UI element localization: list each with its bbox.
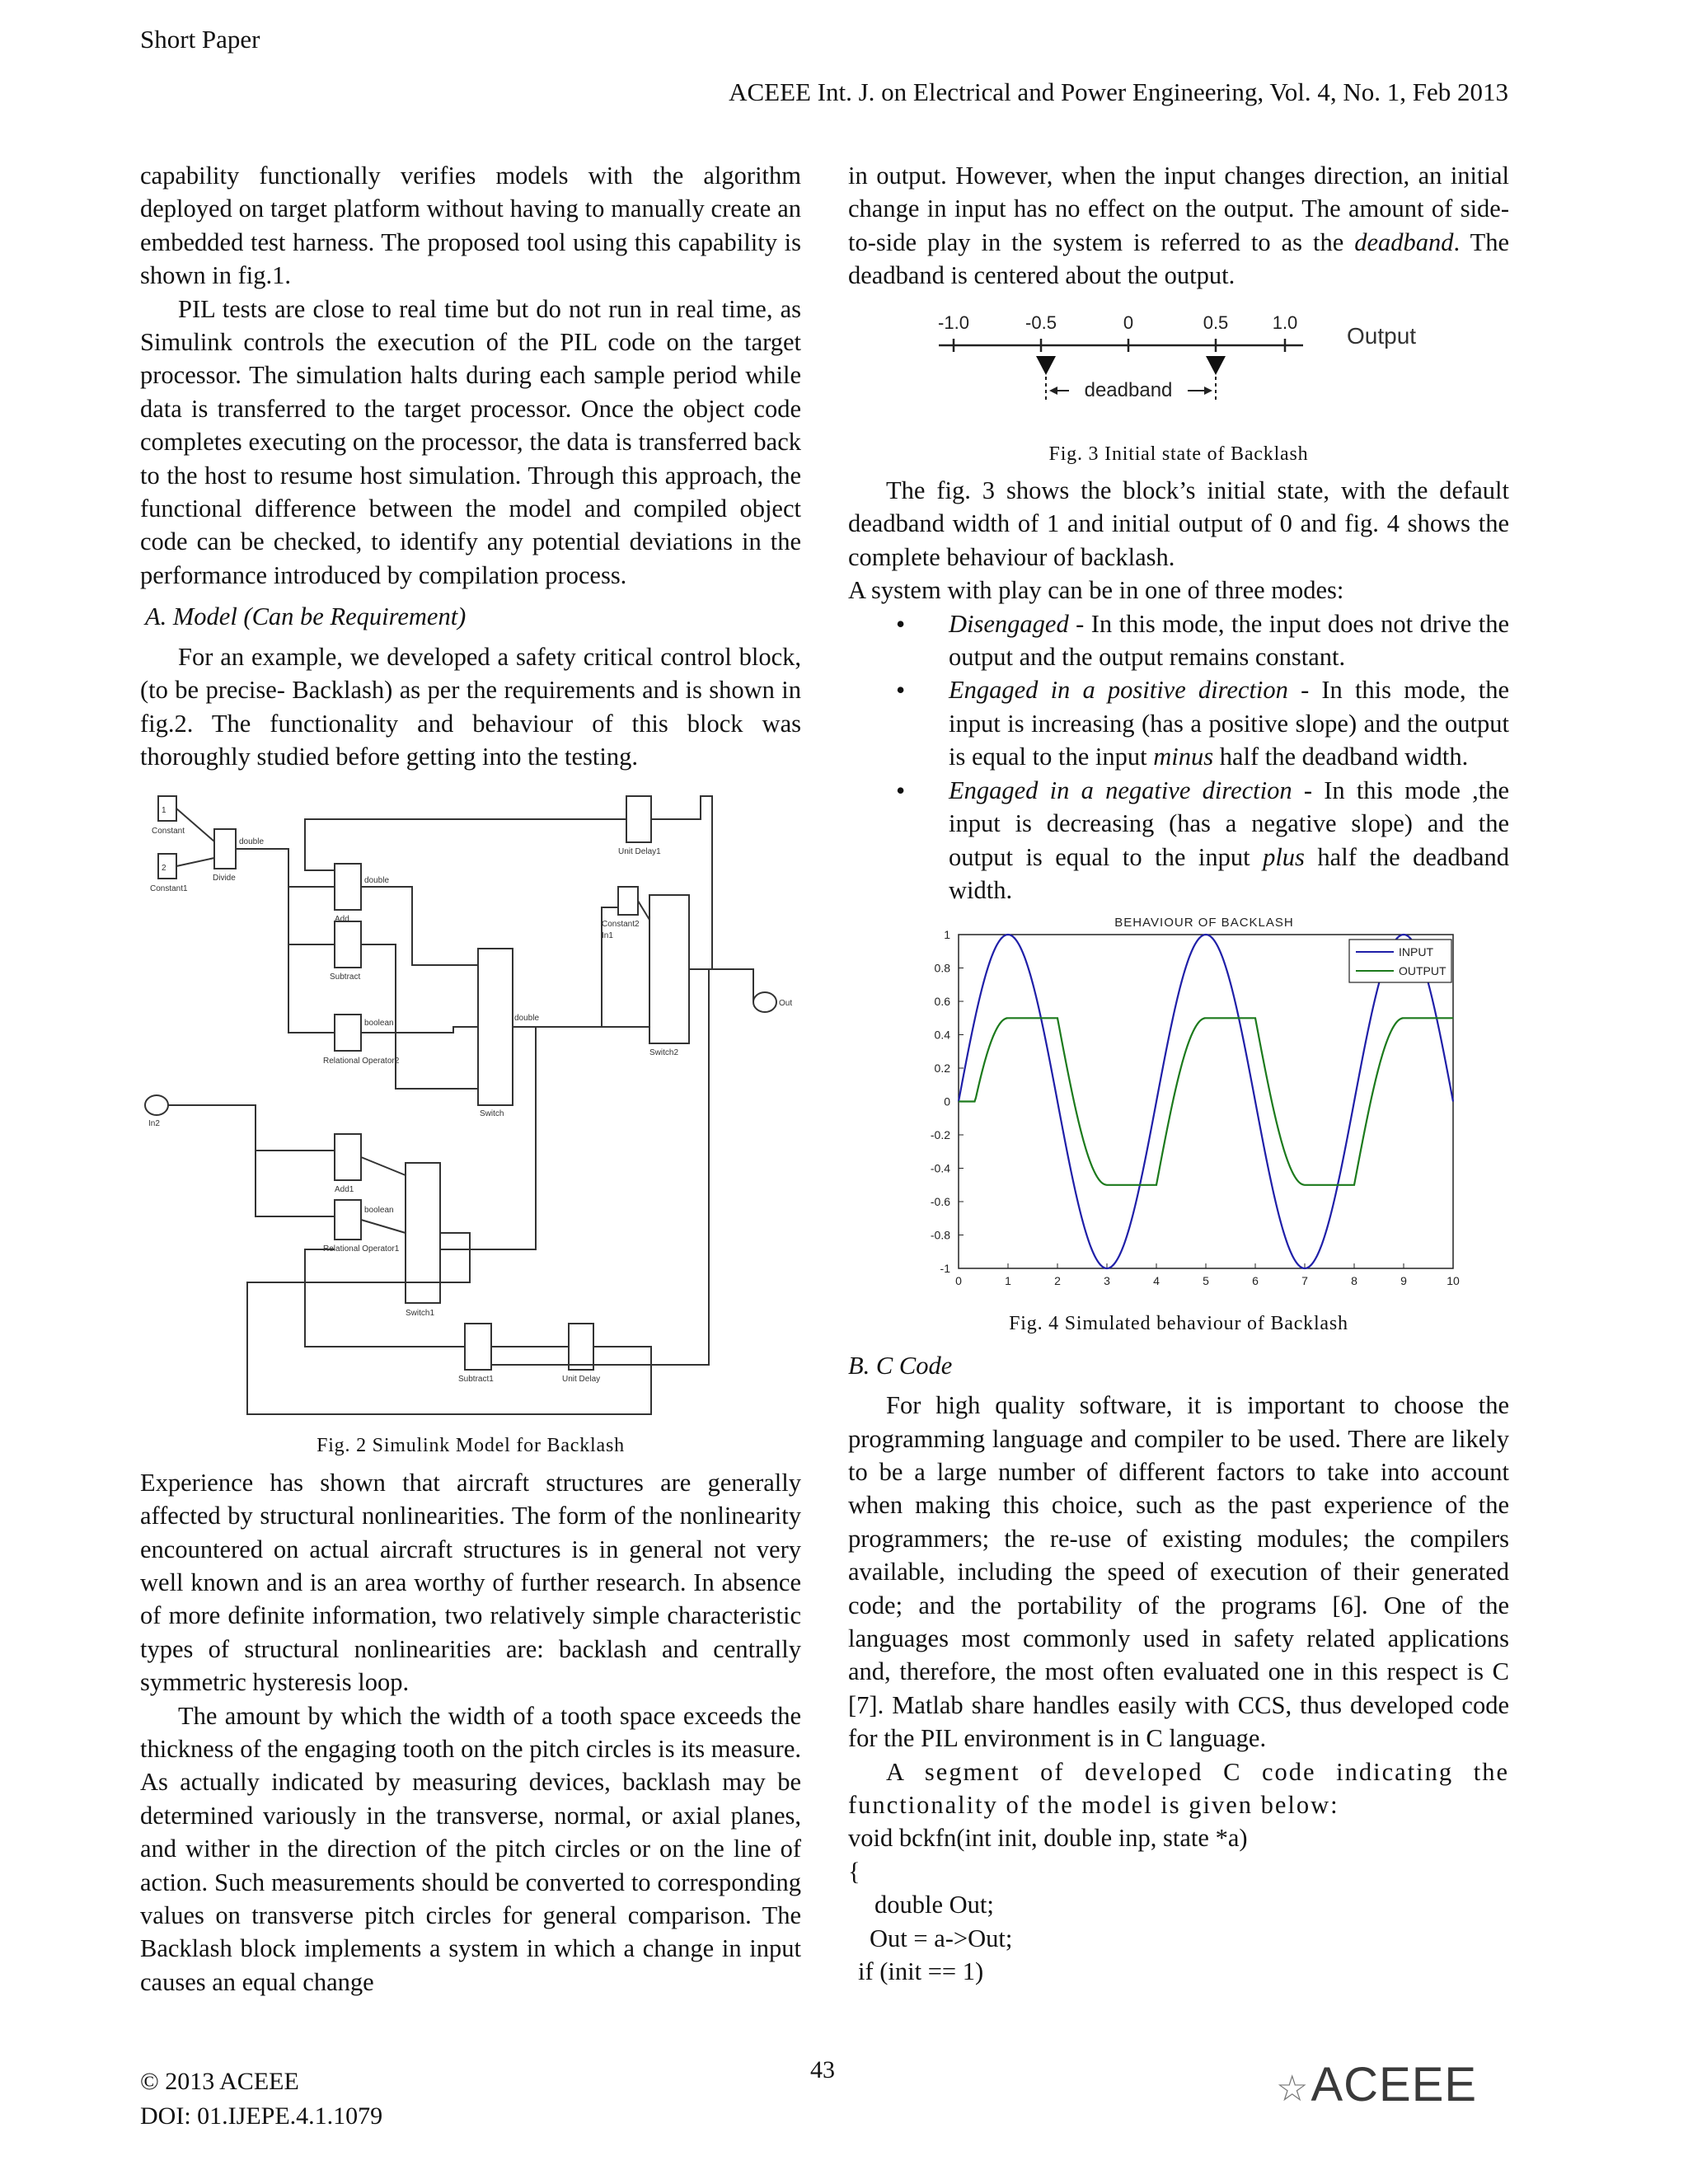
paragraph: The amount by which the width of a tooth space exceeds the thickness of the engaging tooth on the pitch circles is its measure. As actually indicated by measuring devices, backlash may be determined variously in the transverse, normal, or axial planes, and wither in the direction of the pitch circles or on the line of action. Such measurements should be converted to corresponding values on transverse pitch circles for general comparison. The Backlash block implements a system in which a change in input causes an equal change xyxy=(140,1701,801,1996)
code-snippet xyxy=(848,1821,1509,1988)
code-line: void bckfn(int init, double inp, state *a) xyxy=(848,1824,1248,1853)
paragraph: For high quality software, it is important to choose the programming language and compiler to be used. There are likely to be a large number of different factors to take into account when making this choice, such as the past experience of the programmers; the re-use of existing modules; the compilers available, including the speed of execution of their generated code; and the portability of the programs [6]. One of the languages most commonly used in safety related applications and, therefore, the most often evaluated one in this respect is C [7]. Matlab share handles easily with CCS, thus developed code for the PIL environment is in C language. xyxy=(848,1391,1509,1753)
mode-text: - In this mode, the input does not drive the output and the output remains constant. xyxy=(949,609,1509,672)
fig3-tick: 1.0 xyxy=(1272,312,1298,333)
term-deadband: deadband xyxy=(1354,227,1454,256)
figure-3-backlash-initial-state xyxy=(848,311,1509,434)
fig2-label-add1: Add1 xyxy=(335,1185,354,1195)
figure-2-simulink-model xyxy=(140,788,801,1422)
x-tick-label: 0 xyxy=(955,1274,962,1288)
list-item xyxy=(949,774,1509,907)
fig2-signal-type: double xyxy=(514,1014,540,1024)
running-header-right: ACEEE Int. J. on Electrical and Power Engineering, Vol. 4, No. 1, Feb 2013 xyxy=(729,77,1508,106)
fig3-tick: 0 xyxy=(1123,312,1134,333)
mode-name: Engaged in a negative direction xyxy=(949,776,1292,804)
footer xyxy=(140,2064,382,2134)
code-line: Out = a->Out; xyxy=(870,1924,1013,1952)
code-line: { xyxy=(848,1857,860,1886)
legend-output: OUTPUT xyxy=(1399,964,1447,978)
fig2-label-switch1: Switch1 xyxy=(406,1309,435,1319)
fig2-signal-type: double xyxy=(239,837,265,847)
right-column xyxy=(848,159,1509,1988)
doi: DOI: 01.IJEPE.4.1.1079 xyxy=(140,2102,383,2130)
fig2-label-constant: Constant xyxy=(152,827,185,837)
mode-name: Engaged in a positive direction xyxy=(949,676,1288,705)
fig2-label-subtract: Subtract xyxy=(330,972,361,982)
paragraph: The fig. 3 shows the block’s initial state, with the default deadband width of 1 and initial output of 0 and fig. 4 shows the complete behaviour of backlash. xyxy=(848,476,1509,571)
fig2-label-constant1: Constant1 xyxy=(150,884,188,894)
fig2-label-switch2: Switch2 xyxy=(649,1048,679,1058)
x-tick-label: 4 xyxy=(1153,1274,1160,1288)
legend-input: INPUT xyxy=(1399,945,1433,959)
mode-emphasis: plus xyxy=(1263,842,1305,871)
modes-list xyxy=(848,607,1509,907)
copyright: © 2013 ACEEE xyxy=(140,2068,299,2095)
y-tick-label: -0.8 xyxy=(930,1228,950,1242)
fig2-label-relop1: Relational Operator1 xyxy=(323,1244,400,1254)
fig3-tick: -0.5 xyxy=(1025,312,1057,333)
fig2-signal-type: boolean xyxy=(364,1206,394,1216)
mode-text: - In this mode ,the input is decreasing (has a negative slope) and the output is equal to the input xyxy=(949,776,1510,871)
fig2-label-unitdelay: Unit Delay xyxy=(562,1375,601,1385)
paragraph: For an example, we developed a safety critical control block, (to be precise- Backlash) as per the requirements and is shown in fig.2. The functionality and behaviour of this block was thoroughly studied before getting into the testing. xyxy=(140,642,801,771)
y-tick-label: 0.6 xyxy=(934,995,950,1009)
figure-4-backlash-chart xyxy=(881,913,1507,1301)
y-tick-label: 0 xyxy=(944,1094,950,1108)
y-tick-label: 0.8 xyxy=(934,961,950,975)
chart-series-output xyxy=(959,1019,1453,1186)
fig2-signal-type: double xyxy=(364,876,390,886)
y-tick-label: -0.2 xyxy=(930,1128,950,1142)
y-tick-label: -0.4 xyxy=(930,1161,950,1175)
aceee-logo xyxy=(1276,2057,1477,2112)
fig2-label-add: Add xyxy=(335,915,349,925)
running-header-left: Short Paper xyxy=(140,25,260,54)
fig2-label-in2: In2 xyxy=(148,1119,160,1129)
star-icon: ☆ xyxy=(1276,2069,1310,2109)
fig3-deadband-label: deadband xyxy=(1084,378,1173,401)
chart-series-input xyxy=(959,935,1453,1268)
y-tick-label: 0.4 xyxy=(934,1028,950,1042)
x-tick-label: 10 xyxy=(1447,1274,1460,1288)
fig2-label-divide: Divide xyxy=(213,874,236,883)
paragraph: A system with play can be in one of three modes: xyxy=(848,576,1344,605)
left-column xyxy=(140,159,801,1999)
y-tick-label: 0.2 xyxy=(934,1062,950,1076)
page-number: 43 xyxy=(810,2056,835,2083)
fig3-tick: -1.0 xyxy=(938,312,969,333)
fig3-axis-label: Output xyxy=(1347,322,1417,349)
fig3-tick: 0.5 xyxy=(1203,312,1229,333)
paragraph: Experience has shown that aircraft structures are generally affected by structural nonlinearities. The form of the nonlinearity encountered on actual aircraft structures is in general not very well known and is an area worthy of further research. In absence of more definite information, two relatively simple characteristic types of structural nonlinearities are: backlash and centrally symmetric hysteresis loop. xyxy=(140,1468,801,1697)
mode-text: half the deadband width. xyxy=(949,842,1509,904)
fig2-label-relop2: Relational Operator2 xyxy=(323,1057,400,1066)
x-tick-label: 5 xyxy=(1203,1274,1209,1288)
x-tick-label: 9 xyxy=(1400,1274,1407,1288)
code-line: if (init == 1) xyxy=(858,1957,984,1986)
code-line: double Out; xyxy=(874,1891,994,1919)
mode-text: - In this mode, the input is increasing (has a positive slope) and the output is equal to the input xyxy=(949,676,1510,771)
text-run: in output. However, when the input changes direction, an initial change in input has no effect on the output. The amount of side-to-side play in the system is referred to as the xyxy=(848,162,1509,256)
text-run: . The deadband is centered about the output. xyxy=(848,227,1509,290)
logo-text: ACEEE xyxy=(1311,2058,1478,2111)
mode-emphasis: minus xyxy=(1153,743,1214,771)
y-tick-label: -1 xyxy=(940,1262,950,1276)
x-tick-label: 8 xyxy=(1351,1274,1357,1288)
fig2-label-constant2: Constant2 xyxy=(602,920,640,930)
mode-name: Disengaged xyxy=(949,609,1069,638)
x-tick-label: 7 xyxy=(1301,1274,1308,1288)
fig2-label-switch: Switch xyxy=(480,1109,504,1119)
x-tick-label: 1 xyxy=(1005,1274,1011,1288)
x-tick-label: 3 xyxy=(1104,1274,1110,1288)
subsection-heading-a: A. Model (Can be Requirement) xyxy=(145,602,467,631)
chart-legend xyxy=(1349,940,1451,982)
paragraph: capability functionally verifies models with the algorithm deployed on target platform without having to manually create an embedded test harness. The proposed tool using this capability is shown in fig.1. xyxy=(140,162,801,290)
fig2-const-value: 2 xyxy=(162,864,166,874)
fig2-label-in1: In1 xyxy=(602,931,613,941)
list-item xyxy=(949,673,1509,773)
figure-4-caption: Fig. 4 Simulated behaviour of Backlash xyxy=(1009,1313,1348,1335)
x-tick-label: 2 xyxy=(1054,1274,1061,1288)
x-tick-label: 6 xyxy=(1252,1274,1259,1288)
subsection-heading-b: B. C Code xyxy=(848,1351,953,1380)
fig2-label-out: Out xyxy=(779,999,793,1009)
chart-title: BEHAVIOUR OF BACKLASH xyxy=(1114,916,1294,930)
fig2-label-unitdelay1: Unit Delay1 xyxy=(618,847,661,857)
y-tick-label: 1 xyxy=(944,928,950,942)
mode-text: half the deadband width. xyxy=(1213,743,1469,771)
fig2-const-value: 1 xyxy=(162,806,166,816)
fig2-signal-type: boolean xyxy=(364,1019,394,1029)
paragraph xyxy=(848,159,1509,293)
figure-2-caption: Fig. 2 Simulink Model for Backlash xyxy=(316,1435,625,1457)
figure-3-caption: Fig. 3 Initial state of Backlash xyxy=(1048,443,1309,465)
y-tick-label: -0.6 xyxy=(930,1195,950,1209)
fig2-label-subtract1: Subtract1 xyxy=(458,1375,494,1385)
list-item xyxy=(949,607,1509,674)
paragraph: PIL tests are close to real time but do not run in real time, as Simulink controls the execution of the PIL code on the target processor. The simulation halts during each sample period while data is transferred to the target processor. Once the object code completes executing on the processor, the data is transferred back to the host to resume host simulation. Through this approach, the functional difference between the model and compiled object code can be checked, to identify any potential deviations in the performance introduced by compilation process. xyxy=(140,294,801,589)
paragraph: A segment of developed C code indicating the functionality of the model is given below: xyxy=(848,1757,1509,1819)
